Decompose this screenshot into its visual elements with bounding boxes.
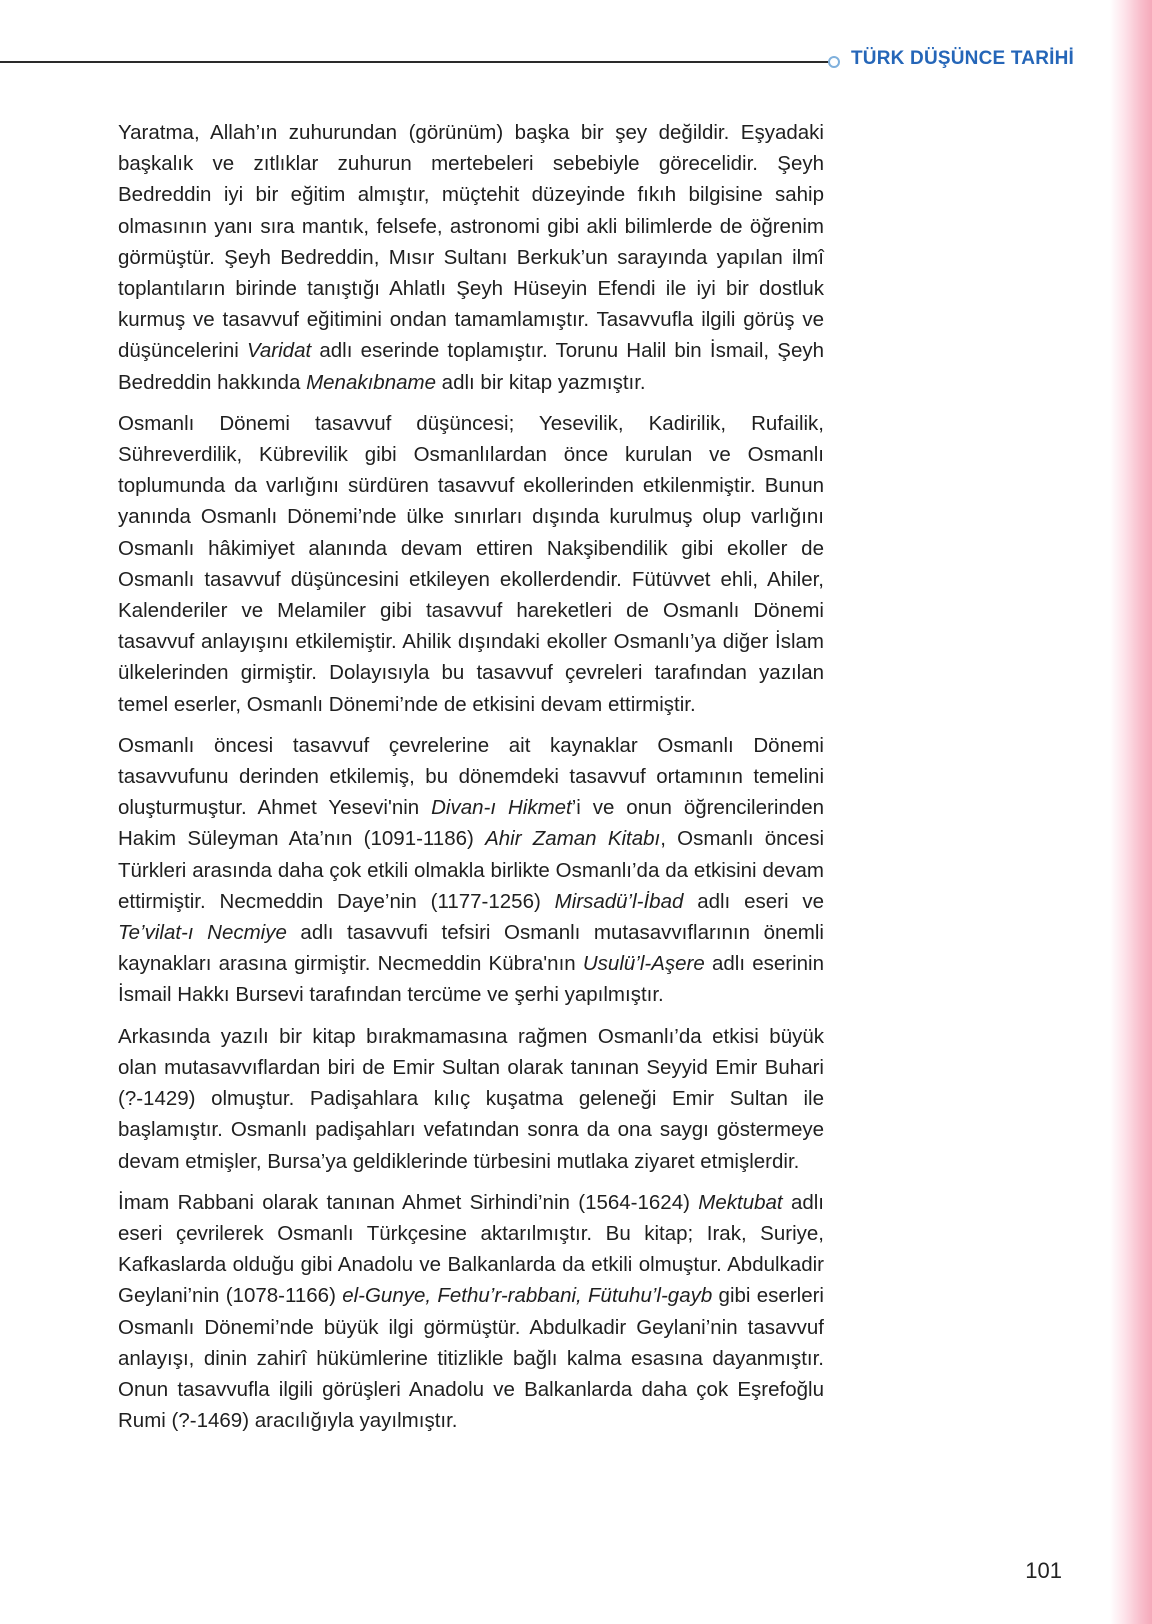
text-run: Yaratma, Allah’ın zuhurundan (görünüm) başka bir şey değildir. Eşyadaki başkalık ve zıtlıklar zuhurun mertebeleri sebebiyle görecelidir. Şeyh Bedreddin iyi bir eğitim almıştır, müçtehit düzeyinde fıkıh bilgisine sahip olmasının yanı sıra mantık, felsefe, astronomi gibi akli bilimlerde de öğrenim görmüştür. Şeyh Bedreddin, Mısır Sultanı Berkuk’un sarayında yapılan ilmî toplantıların birinde tanıştığı Ahlatlı Şeyh Hüseyin Efendi ile iyi bir dostluk kurmuş ve tasavvuf eğitimini ondan tamamlamıştır. Tasavvufla ilgili görüş ve düşüncelerini [118, 121, 824, 363]
italic-title: Mektubat [698, 1190, 783, 1214]
text-run: , Osmanlı öncesi Türkleri arasında daha çok etkili olmakla birlikte Osmanlı’da da etkisini devam ettirmiştir. Necmeddin Daye’nin (1177-1256) [118, 827, 825, 913]
page-edge-band [1110, 0, 1152, 1624]
body-paragraph [118, 1021, 824, 1177]
text-run: ’i ve onun öğrencilerinden Hakim Süleyman Ata’nın (1091-1186) [118, 796, 824, 851]
text-run: adlı eseri ve [683, 889, 824, 913]
text-run: adlı eseri çevrilerek Osmanlı Türkçesine aktarılmıştır. Bu kitap; Irak, Suriye, Kafkaslarda olduğu gibi Anadolu ve Balkanlarda da etkili olmuştur. Abdulkadir Geylani’nin (1078-1166) [118, 1190, 824, 1308]
italic-title: Divan-ı Hikmet [431, 796, 572, 820]
text-run: İmam Rabbani olarak tanınan Ahmet Sirhindi’nin (1564-1624) [118, 1190, 699, 1214]
body-text [118, 117, 824, 1446]
body-paragraph [118, 117, 824, 398]
text-run: Osmanlı öncesi tasavvuf çevrelerine ait kaynaklar Osmanlı Dönemi tasavvufunu derinden etkilemiş, bu dönemdeki tasavvuf ortamının temelini oluşturmuştur. Ahmet Yesevi'nin [118, 733, 824, 820]
body-paragraph [118, 1187, 824, 1437]
italic-title: Usulü’l-Aşere [582, 952, 705, 976]
text-run: adlı bir kitap yazmıştır. [435, 370, 646, 394]
header-rule [0, 61, 830, 63]
text-run: adlı eserinde toplamıştır. Torunu Halil bin İsmail, Şeyh Bedreddin hakkında [118, 339, 824, 394]
running-header-title: TÜRK DÜŞÜNCE TARİHİ [851, 48, 1074, 69]
italic-title: Varidat [246, 339, 312, 363]
italic-title: Mirsadü’l-İbad [554, 889, 684, 913]
italic-title: Ahir Zaman Kitabı [485, 827, 661, 851]
header-rule-dot [828, 56, 840, 68]
body-paragraph [118, 408, 824, 720]
text-run: adlı tasavvufi tefsiri Osmanlı mutasavvıflarının önemli kaynakları arasına girmiştir. Necmeddin Kübra'nın [118, 921, 824, 976]
text-run: Osmanlı Dönemi tasavvuf düşüncesi; Yesevilik, Kadirilik, Rufailik, Sühreverdilik, Kübrevilik gibi Osmanlılardan önce kurulan ve Osmanlı toplumunda da varlığını sürdüren tasavvuf ekollerinden etkilenmiştir. Bunun yanında Osmanlı Dönemi’nde ülke sınırları dışında kurulmuş olup varlığını Osmanlı hâkimiyet alanında devam ettiren Nakşibendilik gibi ekoller de Osmanlı tasavvuf düşüncesini etkileyen ekollerdendir. Fütüvvet ehli, Ahiler, Kalenderiler ve Melamiler gibi tasavvuf hareketleri de Osmanlı Dönemi tasavvuf anlayışını etkilemiştir. Ahilik dışındaki ekoller Osmanlı’ya diğer İslam ülkelerinden girmiştir. Dolayısıyla bu tasavvuf çevreleri tarafından yazılan temel eserler, Osmanlı Dönemi’nde de etkisini devam ettirmiştir. [118, 411, 824, 716]
body-paragraph [118, 730, 824, 1011]
text-run: Arkasında yazılı bir kitap bırakmamasına rağmen Osmanlı’da etkisi büyük olan mutasavvıflardan biri de Emir Sultan olarak tanınan Seyyid Emir Buhari (?-1429) olmuştur. Padişahlara kılıç kuşatma geleneği Emir Sultan ile başlamıştır. Osmanlı padişahları vefatından sonra da ona saygı göstermeye devam etmişler, Bursa’ya geldiklerinde türbesini mutlaka ziyaret etmişlerdir. [118, 1024, 824, 1173]
page-number: 101 [1025, 1558, 1062, 1583]
italic-title: Te’vilat-ı Necmiye [118, 921, 287, 945]
italic-title: el-Gunye, Fethu’r-rabbani, Fütuhu’l-gayb [342, 1284, 713, 1308]
text-run: adlı eserinin İsmail Hakkı Bursevi tarafından tercüme ve şerhi yapılmıştır. [118, 952, 825, 1007]
italic-title: Menakıbname [306, 370, 436, 394]
text-run: gibi eserleri Osmanlı Dönemi’nde büyük ilgi görmüştür. Abdulkadir Geylani’nin tasavvuf anlayışı, dinin zahirî hükümlerine titizlikle bağlı kalma esasına dayanmıştır. Onun tasavvufla ilgili görüşleri Anadolu ve Balkanlarda daha çok Eşrefoğlu Rumi (?-1469) aracılığıyla yayılmıştır. [118, 1284, 824, 1433]
